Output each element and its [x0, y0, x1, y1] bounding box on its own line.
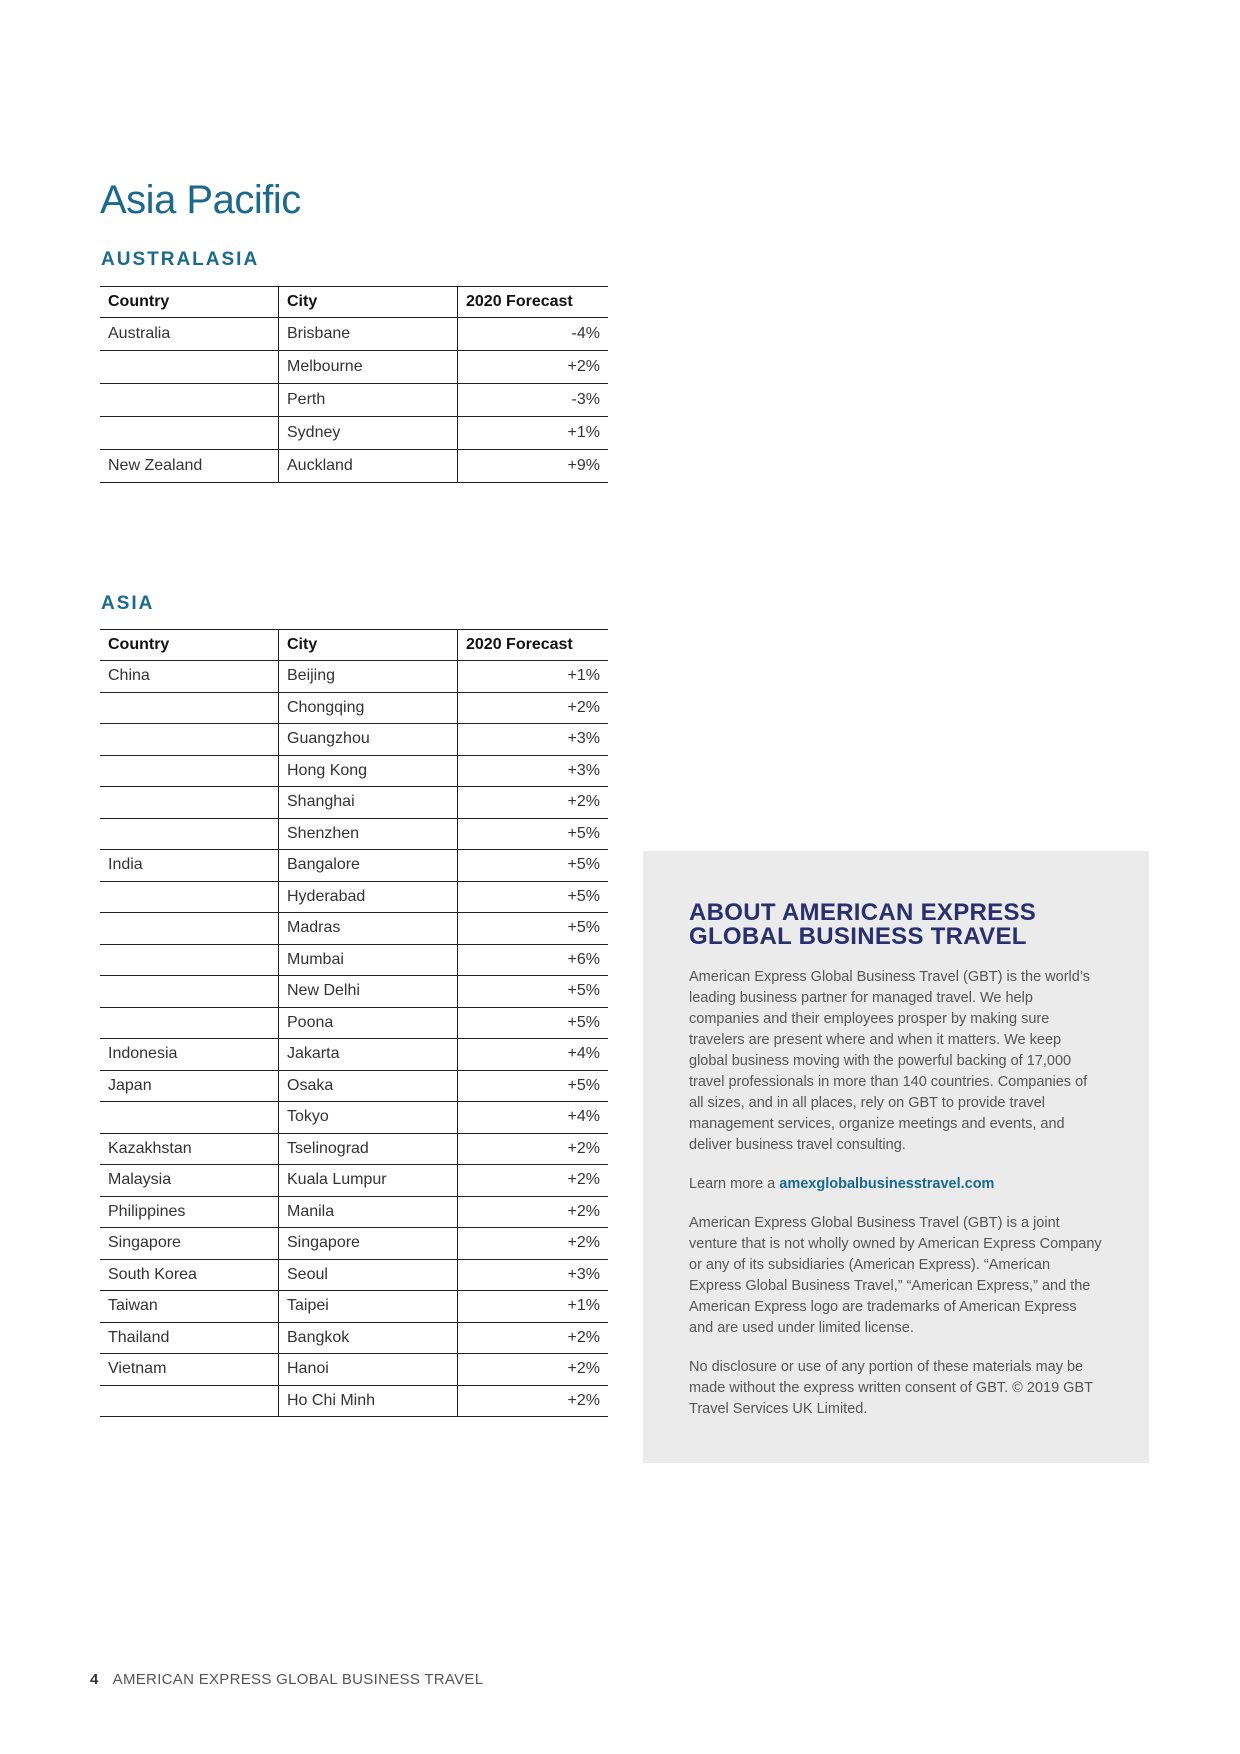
- forecast-cell: +5%: [458, 818, 609, 850]
- page-number: 4: [90, 1671, 99, 1688]
- table-row: [100, 384, 608, 417]
- country-cell: India: [100, 850, 279, 882]
- table-row: [100, 881, 608, 913]
- country-cell: [100, 976, 279, 1008]
- forecast-cell: +2%: [458, 1196, 609, 1228]
- country-cell: [100, 351, 279, 384]
- country-cell: [100, 881, 279, 913]
- column-header-city: City: [279, 630, 458, 661]
- country-cell: [100, 913, 279, 945]
- country-cell: Vietnam: [100, 1354, 279, 1386]
- city-cell: Bangalore: [279, 850, 458, 882]
- forecast-cell: +1%: [458, 661, 609, 693]
- country-cell: Australia: [100, 318, 279, 351]
- city-cell: Singapore: [279, 1228, 458, 1260]
- forecast-cell: +2%: [458, 1228, 609, 1260]
- table-row: [100, 318, 608, 351]
- table-row: [100, 1291, 608, 1323]
- page-footer: [90, 1671, 483, 1688]
- country-cell: Indonesia: [100, 1039, 279, 1071]
- forecast-cell: +2%: [458, 692, 609, 724]
- table-row: [100, 850, 608, 882]
- country-cell: [100, 1007, 279, 1039]
- column-header-forecast: 2020 Forecast: [458, 287, 609, 318]
- asia-heading: ASIA: [101, 593, 155, 614]
- column-header-country: Country: [100, 630, 279, 661]
- about-title: [689, 901, 1103, 949]
- city-cell: Guangzhou: [279, 724, 458, 756]
- about-panel: [643, 851, 1149, 1463]
- country-cell: Singapore: [100, 1228, 279, 1260]
- forecast-cell: +6%: [458, 944, 609, 976]
- country-cell: China: [100, 661, 279, 693]
- table-row: [100, 1228, 608, 1260]
- forecast-cell: -4%: [458, 318, 609, 351]
- country-cell: Japan: [100, 1070, 279, 1102]
- country-cell: Taiwan: [100, 1291, 279, 1323]
- country-cell: [100, 724, 279, 756]
- learn-more-line: [689, 1174, 1103, 1195]
- table-row: [100, 1259, 608, 1291]
- forecast-cell: +2%: [458, 1354, 609, 1386]
- forecast-cell: +3%: [458, 755, 609, 787]
- forecast-cell: +5%: [458, 913, 609, 945]
- city-cell: Shenzhen: [279, 818, 458, 850]
- table-row: [100, 1165, 608, 1197]
- forecast-cell: +1%: [458, 1291, 609, 1323]
- forecast-cell: +5%: [458, 976, 609, 1008]
- table-row: [100, 787, 608, 819]
- about-title-line2: GLOBAL BUSINESS TRAVEL: [689, 923, 1027, 950]
- forecast-cell: +4%: [458, 1039, 609, 1071]
- table-row: [100, 1354, 608, 1386]
- city-cell: Osaka: [279, 1070, 458, 1102]
- table-row: [100, 818, 608, 850]
- city-cell: Bangkok: [279, 1322, 458, 1354]
- city-cell: Manila: [279, 1196, 458, 1228]
- about-paragraph-1: American Express Global Business Travel (GBT) is the world’s leading business partner for managed travel. We help companies and their employees prosper by making sure travelers are present where and when it matters. We keep global business moving with the powerful backing of 17,000 travel professionals in more than 140 countries. Companies of all sizes, and in all places, rely on GBT to provide travel management services, organize meetings and events, and deliver business travel consulting.: [689, 969, 1091, 1153]
- city-cell: Shanghai: [279, 787, 458, 819]
- forecast-cell: +2%: [458, 787, 609, 819]
- forecast-cell: +3%: [458, 1259, 609, 1291]
- city-cell: Auckland: [279, 450, 458, 483]
- table-row: [100, 1070, 608, 1102]
- city-cell: Beijing: [279, 661, 458, 693]
- table-row: [100, 1196, 608, 1228]
- city-cell: Madras: [279, 913, 458, 945]
- city-cell: Hanoi: [279, 1354, 458, 1386]
- country-cell: [100, 417, 279, 450]
- city-cell: Poona: [279, 1007, 458, 1039]
- forecast-cell: +2%: [458, 1133, 609, 1165]
- city-cell: Tokyo: [279, 1102, 458, 1134]
- forecast-cell: +2%: [458, 1165, 609, 1197]
- column-header-city: City: [279, 287, 458, 318]
- country-cell: [100, 755, 279, 787]
- table-row: [100, 724, 608, 756]
- table-row: [100, 944, 608, 976]
- city-cell: Melbourne: [279, 351, 458, 384]
- city-cell: Perth: [279, 384, 458, 417]
- city-cell: Brisbane: [279, 318, 458, 351]
- table-row: [100, 692, 608, 724]
- forecast-cell: -3%: [458, 384, 609, 417]
- table-row: [100, 976, 608, 1008]
- city-cell: Taipei: [279, 1291, 458, 1323]
- column-header-country: Country: [100, 287, 279, 318]
- table-row: [100, 1102, 608, 1134]
- city-cell: Chongqing: [279, 692, 458, 724]
- country-cell: [100, 384, 279, 417]
- country-cell: New Zealand: [100, 450, 279, 483]
- city-cell: Kuala Lumpur: [279, 1165, 458, 1197]
- forecast-cell: +2%: [458, 351, 609, 384]
- amex-gbt-website-link[interactable]: amexglobalbusinesstravel.com: [779, 1176, 995, 1192]
- about-title-line1: ABOUT AMERICAN EXPRESS: [689, 899, 1037, 926]
- country-cell: Philippines: [100, 1196, 279, 1228]
- city-cell: Hyderabad: [279, 881, 458, 913]
- asia-table: [100, 629, 608, 1417]
- table-row: [100, 417, 608, 450]
- table-row: [100, 755, 608, 787]
- table-row: [100, 1322, 608, 1354]
- country-cell: [100, 1385, 279, 1417]
- city-cell: Ho Chi Minh: [279, 1385, 458, 1417]
- table-row: [100, 1007, 608, 1039]
- learn-more-prefix: Learn more a: [689, 1176, 780, 1192]
- forecast-cell: +5%: [458, 881, 609, 913]
- footer-text: AMERICAN EXPRESS GLOBAL BUSINESS TRAVEL: [112, 1671, 484, 1688]
- table-header-row: [100, 630, 608, 661]
- table-row: [100, 1385, 608, 1417]
- table-row: [100, 450, 608, 483]
- forecast-cell: +5%: [458, 850, 609, 882]
- australasia-table: [100, 286, 608, 483]
- city-cell: New Delhi: [279, 976, 458, 1008]
- forecast-cell: +2%: [458, 1385, 609, 1417]
- city-cell: Sydney: [279, 417, 458, 450]
- about-paragraph-2: American Express Global Business Travel (GBT) is a joint venture that is not wholly owned by American Express Company or any of its subsidiaries (American Express). “American Express Global Business Travel,” “American Express,” and the American Express logo are trademarks of American Express and are used under limited license.: [689, 1215, 1102, 1336]
- city-cell: Mumbai: [279, 944, 458, 976]
- forecast-cell: +2%: [458, 1322, 609, 1354]
- city-cell: Seoul: [279, 1259, 458, 1291]
- country-cell: Kazakhstan: [100, 1133, 279, 1165]
- forecast-cell: +4%: [458, 1102, 609, 1134]
- city-cell: Tselinograd: [279, 1133, 458, 1165]
- forecast-cell: +3%: [458, 724, 609, 756]
- country-cell: Thailand: [100, 1322, 279, 1354]
- about-paragraph-3: No disclosure or use of any portion of these materials may be made without the express written consent of GBT. © 2019 GBT Travel Services UK Limited.: [689, 1359, 1093, 1417]
- country-cell: [100, 692, 279, 724]
- country-cell: [100, 944, 279, 976]
- australasia-heading: AUSTRALASIA: [101, 249, 260, 270]
- table-row: [100, 1039, 608, 1071]
- country-cell: Malaysia: [100, 1165, 279, 1197]
- forecast-cell: +1%: [458, 417, 609, 450]
- country-cell: [100, 818, 279, 850]
- city-cell: Jakarta: [279, 1039, 458, 1071]
- table-row: [100, 1133, 608, 1165]
- forecast-cell: +5%: [458, 1007, 609, 1039]
- forecast-cell: +9%: [458, 450, 609, 483]
- country-cell: South Korea: [100, 1259, 279, 1291]
- country-cell: [100, 787, 279, 819]
- table-row: [100, 913, 608, 945]
- table-row: [100, 351, 608, 384]
- page-title: Asia Pacific: [100, 178, 301, 222]
- forecast-cell: +5%: [458, 1070, 609, 1102]
- column-header-forecast: 2020 Forecast: [458, 630, 609, 661]
- country-cell: [100, 1102, 279, 1134]
- table-header-row: [100, 287, 608, 318]
- table-row: [100, 661, 608, 693]
- city-cell: Hong Kong: [279, 755, 458, 787]
